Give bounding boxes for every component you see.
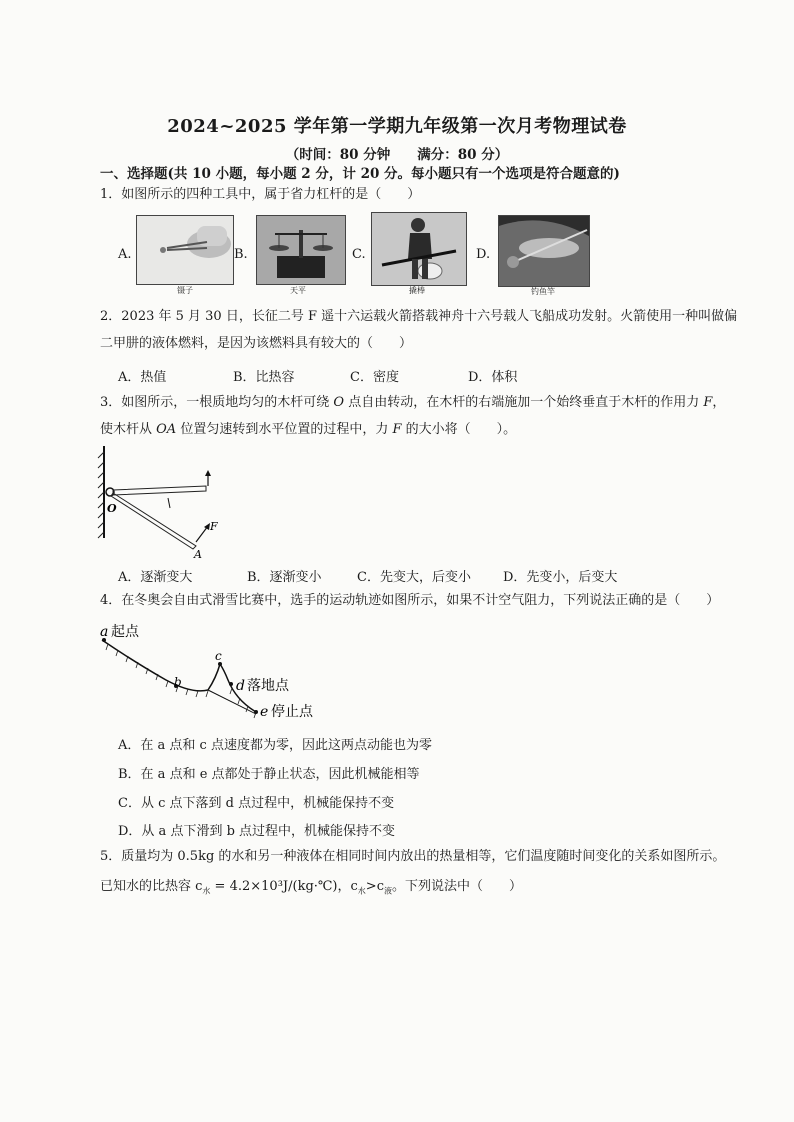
q2-line2: 二甲肼的液体燃料，是因为该燃料具有较大的（ ） <box>100 336 413 351</box>
q4-option-c: C．从 c 点下落到 d 点过程中，机械能保持不变 <box>118 796 395 811</box>
q4-stem: 4．在冬奥会自由式滑雪比赛中，选手的运动轨迹如图所示，如果不计空气阻力，下列说法正确的是（ ） <box>100 593 720 608</box>
label-a: A <box>194 548 202 560</box>
q1-option-b-letter: B. <box>234 247 248 262</box>
q3-option-d: D．先变小，后变大 <box>503 570 618 585</box>
q1-caption-d: 钓鱼竿 <box>531 287 555 296</box>
q1-caption-a: 镊子 <box>177 286 193 295</box>
section-heading: 一、选择题(共 10 小题，每小题 2 分，计 20 分。每小题只有一个选项是符合题意的) <box>100 166 620 182</box>
q4-option-b: B．在 a 点和 e 点都处于静止状态，因此机械能相等 <box>118 767 420 782</box>
q1-option-c-letter: C. <box>352 247 366 262</box>
q3-line1: 3．如图所示，一根质地均匀的木杆可绕 O 点自由转动，在木杆的右端施加一个始终垂直于木杆的作用力 F， <box>100 395 726 410</box>
exam-subtitle: （时间：80 分钟 满分：80 分） <box>285 147 509 163</box>
label-e-text: 停止点 <box>271 704 313 720</box>
q1-stem: 1．如图所示的四种工具中，属于省力杠杆的是（ ） <box>100 187 421 202</box>
fishing-rod-photo <box>498 215 590 287</box>
q1-caption-c: 撬棒 <box>409 286 425 295</box>
q1-option-d-letter: D. <box>476 247 491 262</box>
label-a-letter: a <box>100 624 109 640</box>
balance-photo <box>256 215 346 285</box>
q1-option-a-letter: A. <box>118 247 132 262</box>
q3-line2: 使木杆从 OA 位置匀速转到水平位置的过程中，力 F 的大小将（ ）。 <box>100 422 517 437</box>
label-f: F <box>210 520 218 533</box>
q2-option-b: B．比热容 <box>233 370 295 385</box>
label-c: c <box>215 649 222 663</box>
q3-option-b: B．逐渐变小 <box>247 570 322 585</box>
label-e-letter: e <box>260 704 269 720</box>
ski-track-diagram <box>96 618 336 726</box>
q2-option-a: A．热值 <box>118 370 167 385</box>
label-d-text: 落地点 <box>247 678 289 694</box>
q4-option-d: D．从 a 点下滑到 b 点过程中，机械能保持不变 <box>118 824 396 839</box>
tweezers-photo <box>136 215 234 285</box>
q3-option-a: A．逐渐变大 <box>118 570 193 585</box>
q2-option-d: D．体积 <box>468 370 518 385</box>
label-b: b <box>174 675 182 689</box>
q4-option-a: A．在 a 点和 c 点速度都为零，因此这两点动能也为零 <box>118 738 432 753</box>
label-o: O <box>107 502 117 515</box>
q5-line1: 5．质量均为 0.5kg 的水和另一种液体在相同时间内放出的热量相等，它们温度随时间变化的关系如图所示。 <box>100 849 726 864</box>
q1-caption-b: 天平 <box>290 286 306 295</box>
label-d-letter: d <box>236 678 245 694</box>
crowbar-photo <box>371 212 467 286</box>
exam-title: 2024~2025 学年第一学期九年级第一次月考物理试卷 <box>167 116 627 137</box>
label-a-text: 起点 <box>111 624 139 640</box>
q2-line1: 2．2023 年 5 月 30 日，长征二号 F 遥十六运载火箭搭载神舟十六号载人飞船成功发射。火箭使用一种叫做偏 <box>100 309 738 324</box>
lever-diagram <box>96 442 226 560</box>
q2-option-c: C．密度 <box>350 370 399 385</box>
q3-option-c: C．先变大，后变小 <box>357 570 471 585</box>
q5-line2: 已知水的比热容 $c_水$ = 4.2×10³J/(kg·℃)，$c_水>c_液$。下列说法中（ ） <box>100 879 522 896</box>
